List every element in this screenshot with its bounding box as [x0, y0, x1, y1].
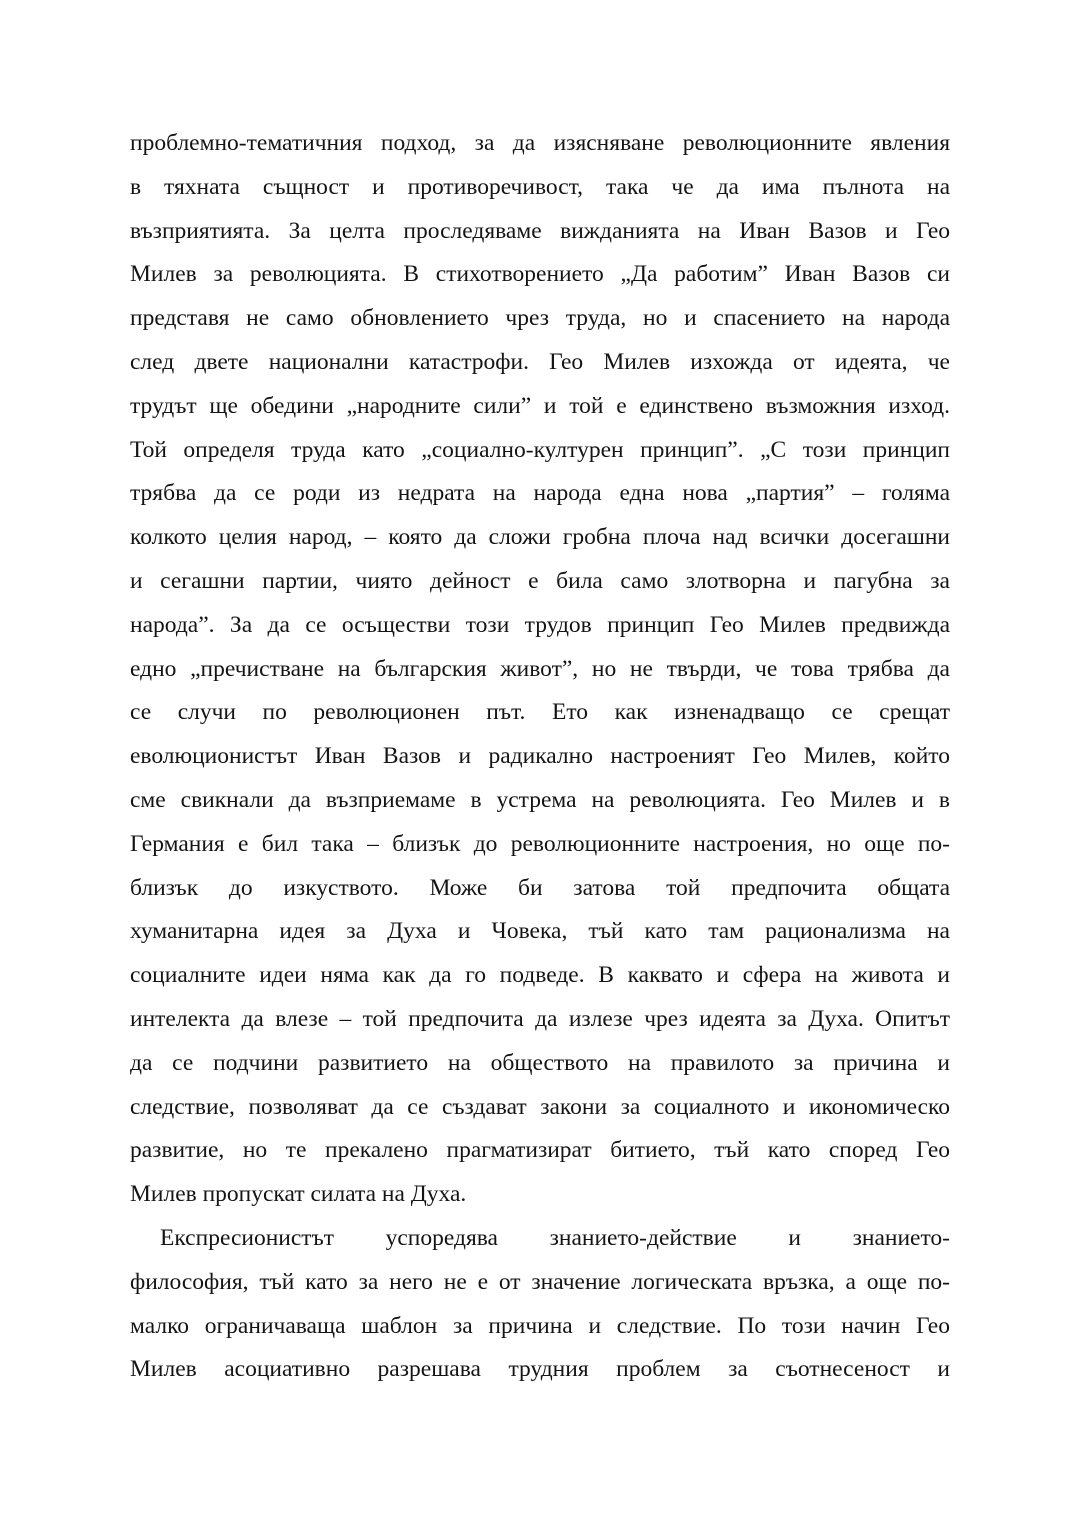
text-line: да се подчини развитието на обществото на правилото за причина и [130, 1049, 950, 1076]
text-line: се случи по революционен път. Ето как изненадващо се срещат [130, 699, 950, 726]
text-line: и сегашни партии, чиято дейност е била само злотворна и пагубна за [130, 567, 950, 594]
text-line: философия, тъй като за него не е от значение логическата връзка, а още по- [130, 1268, 950, 1295]
text-line: сме свикнали да възприемаме в устрема на революцията. Гео Милев и в [130, 786, 950, 813]
text-line: следствие, позволяват да се създават закони за социалното и икономическо [130, 1093, 950, 1120]
text-line: едно „пречистване на българския живот”, но не твърди, че това трябва да [130, 655, 950, 682]
text-line: колкото целия народ, – която да сложи гробна плоча над всички досегашни [130, 524, 950, 551]
text-line: Експресионистът успоредява знанието-действие и знанието- [160, 1224, 950, 1251]
text-line: близък до изкуството. Може би затова той предпочита общата [130, 874, 950, 901]
text-line: Милев за революцията. В стихотворението „Да работим” Иван Вазов си [130, 261, 950, 288]
text-line: Милев асоциативно разрешава трудния проблем за съотнесеност и [130, 1356, 950, 1383]
text-line: развитие, но те прекалено прагматизират битието, тъй като според Гео [130, 1137, 950, 1164]
text-line: хуманитарна идея за Духа и Човека, тъй като там рационализма на [130, 918, 950, 945]
text-line: представя не само обновлението чрез труда, но и спасението на народа [130, 305, 950, 332]
paragraph-2 [130, 1217, 950, 1392]
text-line: Германия е бил така – близък до революционните настроения, но още по- [130, 830, 950, 857]
text-line: след двете национални катастрофи. Гео Милев изхожда от идеята, че [130, 348, 950, 375]
text-line: еволюционистът Иван Вазов и радикално настроеният Гео Милев, който [130, 743, 950, 770]
text-line: народа”. За да се осъществи този трудов принцип Гео Милев предвижда [130, 611, 950, 638]
text-line: малко ограничаваща шаблон за причина и следствие. По този начин Гео [130, 1312, 950, 1339]
text-line: интелекта да влезе – той предпочита да излезе чрез идеята за Духа. Опитът [130, 1005, 950, 1032]
body-text [130, 122, 950, 1392]
text-line: възприятията. За целта проследяваме вижданията на Иван Вазов и Гео [130, 217, 950, 244]
paragraph-1 [130, 122, 950, 1217]
text-line: в тяхната същност и противоречивост, така че да има пълнота на [130, 173, 950, 200]
text-line: проблемно-тематичния подход, за да изясняване революционните явления [130, 130, 950, 156]
text-line: социалните идеи няма как да го подведе. В каквато и сфера на живота и [130, 962, 950, 989]
text-line: трудът ще обедини „народните сили” и той е единствено възможния изход. [130, 392, 950, 419]
text-line: Той определя труда като „социално-културен принцип”. „С този принцип [130, 436, 950, 463]
text-line: Милев пропускат силата на Духа. [130, 1181, 467, 1208]
text-line: трябва да се роди из недрата на народа една нова „партия” – голяма [130, 480, 950, 507]
